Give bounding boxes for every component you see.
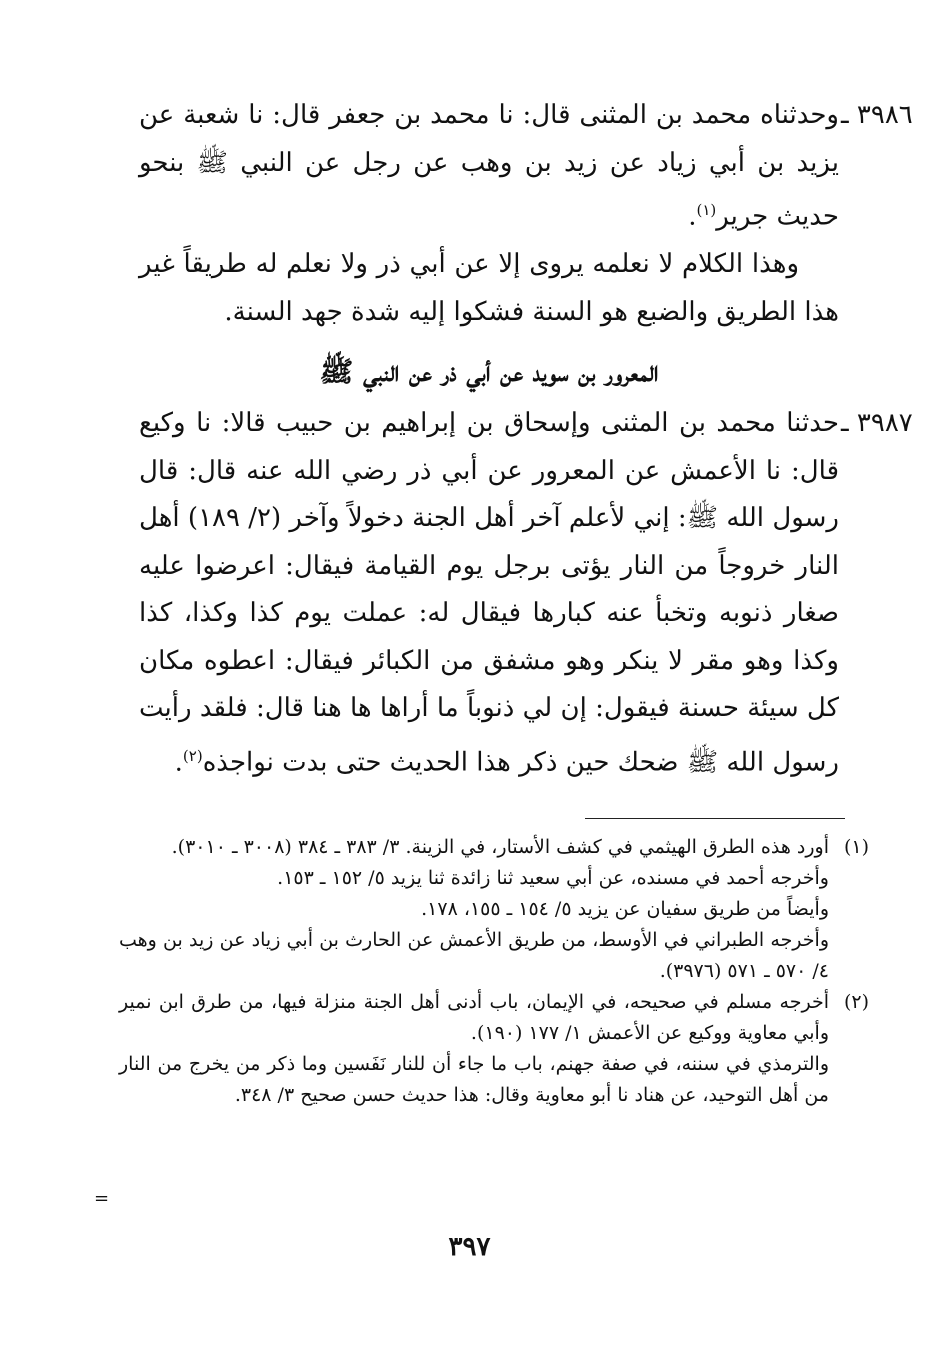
continuation-mark: =: [94, 1188, 110, 1209]
main-text: [139, 92, 913, 787]
hadith-end: .: [174, 747, 183, 778]
hadith-text: حدثنا محمد بن المثنى وإسحاق بن إبراهيم بن حبيب قالا: نا وكيع قال: نا الأعمش عن المعرور عن أبي ذر رضي الله عنه قال: قال رسول الله ﷺ: إني لأعلم آخر أهل الجنة دخولاً وآخر (٢/ ١٨٩) أهل النار خروجاً من النار يؤتى برجل يوم القيامة فيقال: اعرضوا عليه صغار ذنوبه وتخبأ عنه كبارها فيقال له: عملت يوم كذا وكذا، كذا وكذا وهو مقر لا ينكر وهو مشفق من الكبائر فيقال: اعطوه مكان كل سيئة حسنة فيقول: إن لي ذنوباً ما أراها ها هنا قال: فلقد رأيت رسول الله ﷺ ضحك حين ذكر هذا الحديث حتى بدت نواجذه: [139, 408, 839, 778]
footnote-separator: [585, 818, 845, 819]
hadith-number: ٣٩٨٧ ـ: [841, 408, 913, 439]
hadith-text: وحدثناه محمد بن المثنى قال: نا محمد بن جعفر قال: نا شعبة عن يزيد بن أبي زياد عن زيد بن وهب عن رجل عن النبي ﷺ بنحو حديث جرير: [139, 100, 839, 232]
footnote-paragraph: وأخرجه الطبراني في الأوسط، من طريق الأعمش عن الحارث بن أبي زياد عن زيد بن وهب ٤/ ٥٧٠ ـ ٥٧١ (٣٩٧٦).: [119, 929, 829, 982]
hadith-end: .: [688, 201, 697, 232]
page-number: ٣٩٧: [448, 1232, 491, 1262]
footnote-number: (٢): [843, 991, 869, 1013]
hadith-3987: [139, 400, 913, 787]
hadith-3986: [139, 92, 913, 241]
hadith-comment: وهذا الكلام لا نعلمه يروى إلا عن أبي ذر ولا نعلم له طريقاً غير هذا الطريق والضبع هو السنة فشكوا إليه شدة جهد السنة.: [139, 249, 839, 327]
footnote-paragraph: أخرجه مسلم في صحيحه، في الإيمان، باب أدنى أهل الجنة منزلة فيها، من طرق ابن نمير وأبي معاوية ووكيع عن الأعمش ١/ ١٧٧ (١٩٠).: [119, 991, 829, 1044]
hadith-number: ٣٩٨٦ ـ: [841, 100, 913, 130]
footnotes: [119, 832, 869, 1111]
footnote-1: [119, 832, 869, 987]
footnote-ref: (١): [696, 201, 717, 219]
footnote-paragraph: أورد هذه الطرق الهيثمي في كشف الأستار، في الزينة. ٣/ ٣٨٣ ـ ٣٨٤ (٣٠٠٨ ـ ٣٠١٠).: [171, 836, 829, 858]
footnote-paragraph: وأخرجه أحمد في مسنده، عن أبي سعيد ثنا زائدة ثنا يزيد ٥/ ١٥٢ ـ ١٥٣.: [277, 867, 829, 889]
footnote-number: (١): [843, 836, 869, 858]
footnote-paragraph: وأيضاً من طريق سفيان عن يزيد ٥/ ١٥٤ ـ ١٥٥، ١٧٨.: [421, 898, 829, 920]
footnote-2: [119, 987, 869, 1111]
section-heading: المعرور بن سويد عن أبي ذر عن النبي ﷺ: [319, 355, 659, 389]
footnote-ref: (٢): [182, 746, 203, 765]
footnote-paragraph: والترمذي في سننه، في صفة جهنم، باب ما جاء أن للنار نَفَسين وما ذكر من يخرج من النار من أهل التوحيد، عن هناد نا أبو معاوية وقال: هذا حديث حسن صحيح ٣/ ٣٤٨.: [119, 1053, 829, 1106]
